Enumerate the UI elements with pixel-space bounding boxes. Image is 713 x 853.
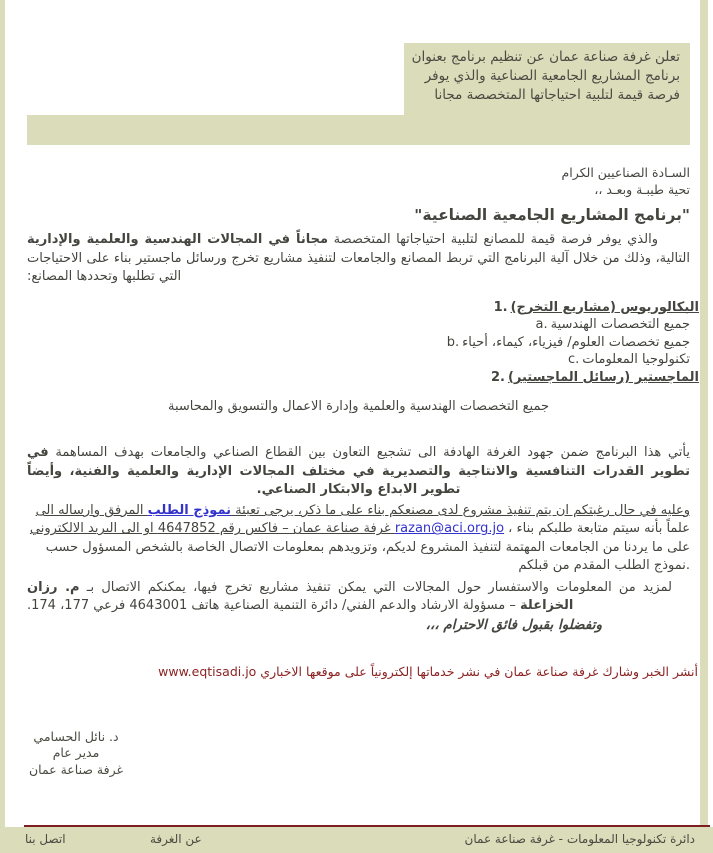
letter-body	[27, 164, 699, 778]
intro-bold: مجاناً في المجالات الهندسية والعلمية والإدارية	[27, 232, 329, 247]
promo-text: أنشر الخبر وشارك غرفة صناعة عمان في نشر خدماتها إلكترونياً على موقعها الاخباري	[256, 663, 698, 679]
contact-seg2: – مسؤولة الارشاد والدعم الفني/ دائرة التنمية الصناعية هاتف 4643001 فرعي 177، 174.	[27, 598, 521, 614]
eqtisadi-url-link[interactable]: www.eqtisadi.jo	[158, 663, 257, 679]
list-subitem-b-label: جميع تخصصات العلوم/ فيزياء، كيماء، أحياء	[462, 334, 690, 350]
about-seg1: يأتي هذا البرنامج ضمن جهود الغرفة الهادفة الى تشجيع التعاون بين القطاع الصناعي والجامعات بهدف المساهمة	[48, 445, 690, 461]
email-link[interactable]: razan@aci.org.jo	[394, 521, 505, 537]
about-bold: في تطوير القدرات التنافسية والانتاجية والتصديرية في مختلف المجالات الإدارية والعلمية والفنية، وأيضاً تطوير الابداع والابتكار الصناعي.	[27, 445, 690, 498]
list-marker-2: 2.	[490, 369, 505, 385]
list-marker-c: c.	[568, 352, 580, 368]
list-item-1-label: البكالوريوس (مشاريع التخرج)	[510, 299, 699, 315]
list-subitem-a-label: جميع التخصصات الهندسية	[550, 317, 690, 333]
signature-block	[25, 729, 127, 779]
masters-fields-line: جميع التخصصات الهندسية والعلمية وإدارة الاعمال والتسويق والمحاسبة	[167, 399, 550, 415]
signatory-role: مدير عام	[52, 745, 100, 761]
contact-seg1: لمزيد من المعلومات والاستفسار حول المجالات التي يمكن تنفيذ مشاريع تخرج فيها، يمكنكم الاتصال بـ	[79, 579, 672, 595]
list-subitem-b	[27, 334, 690, 352]
footer-bar	[0, 827, 713, 853]
list-item-bachelor	[27, 299, 699, 317]
list-subitem-c-label: تكنولوجيا المعلومات	[582, 352, 690, 368]
program-title: "برنامج المشاريع الجامعية الصناعية"	[414, 206, 690, 224]
apply-seg3: ، علماً بأنه سيتم متابعة طلبكم بناء على ما يردنا من الجامعات المهتمة لتنفيذ المشروع لديكم، وتزويدهم بمعلومات الاتصال الخاصة بالشخص المسؤول حسب نموذج الطلب المقدم من قبلكم.	[45, 521, 690, 574]
signatory-name: د. نائل الحسامي	[33, 728, 119, 744]
apply-seg2: المرفق وارساله الى غرفة صناعة عمان – فاكس رقم 4647852 او الى البريد الالكتروني	[29, 502, 395, 537]
intro-seg1: والذي يوفر فرصة قيمة للمصانع لتلبية احتياجاتها المتخصصة	[328, 232, 658, 247]
greeting-line2: تحية طيبـة وبعـد ،،	[594, 182, 690, 197]
closing-salutation: وتفضلوا بقبول فائق الاحترام ،،،	[425, 616, 602, 633]
announcement-text: تعلن غرفة صناعة عمان عن تنظيم برنامج بعنوان برنامج المشاريع الجامعية الصناعية والذي يوفر فرصة قيمة لتلبية احتياجاتها المتخصصة مجانا	[411, 49, 680, 103]
about-paragraph	[27, 444, 690, 500]
promo-line	[21, 664, 698, 679]
footer-about-chamber-link[interactable]: عن الغرفة	[150, 832, 202, 846]
intro-seg3: التالية، وذلك من خلال آلية البرنامج التي تربط المصانع والجامعات لتنفيذ مشاريع تخرج ورسائل ماجستير بناء على الاحتياجات التي تطلبها وتحددها المصانع:	[27, 250, 690, 284]
list-subitem-a	[27, 316, 690, 334]
signatory-org: غرفة صناعة عمان	[28, 761, 124, 777]
contact-paragraph	[27, 579, 690, 616]
greeting-line1: السـادة الصناعيين الكرام	[561, 165, 690, 180]
apply-seg1: وعليه في حال رغبتكم ان يتم تنفيذ مشروع لدى مصنعكم بناء على ما ذكر، يرجى تعبئة	[231, 502, 690, 518]
footer-divider-rule	[24, 825, 710, 827]
list-item-2-label: الماجستير (رسائل الماجستير)	[507, 369, 699, 385]
intro-paragraph	[27, 231, 690, 287]
header-banner	[0, 0, 713, 150]
list-marker-a: a.	[535, 317, 548, 333]
list-item-masters	[27, 369, 699, 387]
list-marker-1: 1.	[493, 299, 508, 315]
apply-paragraph	[27, 502, 690, 576]
request-form-link[interactable]: نموذج الطلب	[147, 502, 232, 518]
greeting	[27, 164, 690, 198]
list-subitem-c	[27, 351, 690, 369]
announcement-box	[404, 43, 690, 145]
program-list	[27, 299, 699, 387]
list-marker-b: b.	[446, 334, 460, 350]
footer-contact-us-link[interactable]: اتصل بنا	[25, 832, 66, 846]
contact-person-name: م. رزان الخزاعلة	[27, 579, 574, 614]
footer-department-label: دائرة تكنولوجيا المعلومات - غرفة صناعة عمان	[464, 832, 695, 846]
